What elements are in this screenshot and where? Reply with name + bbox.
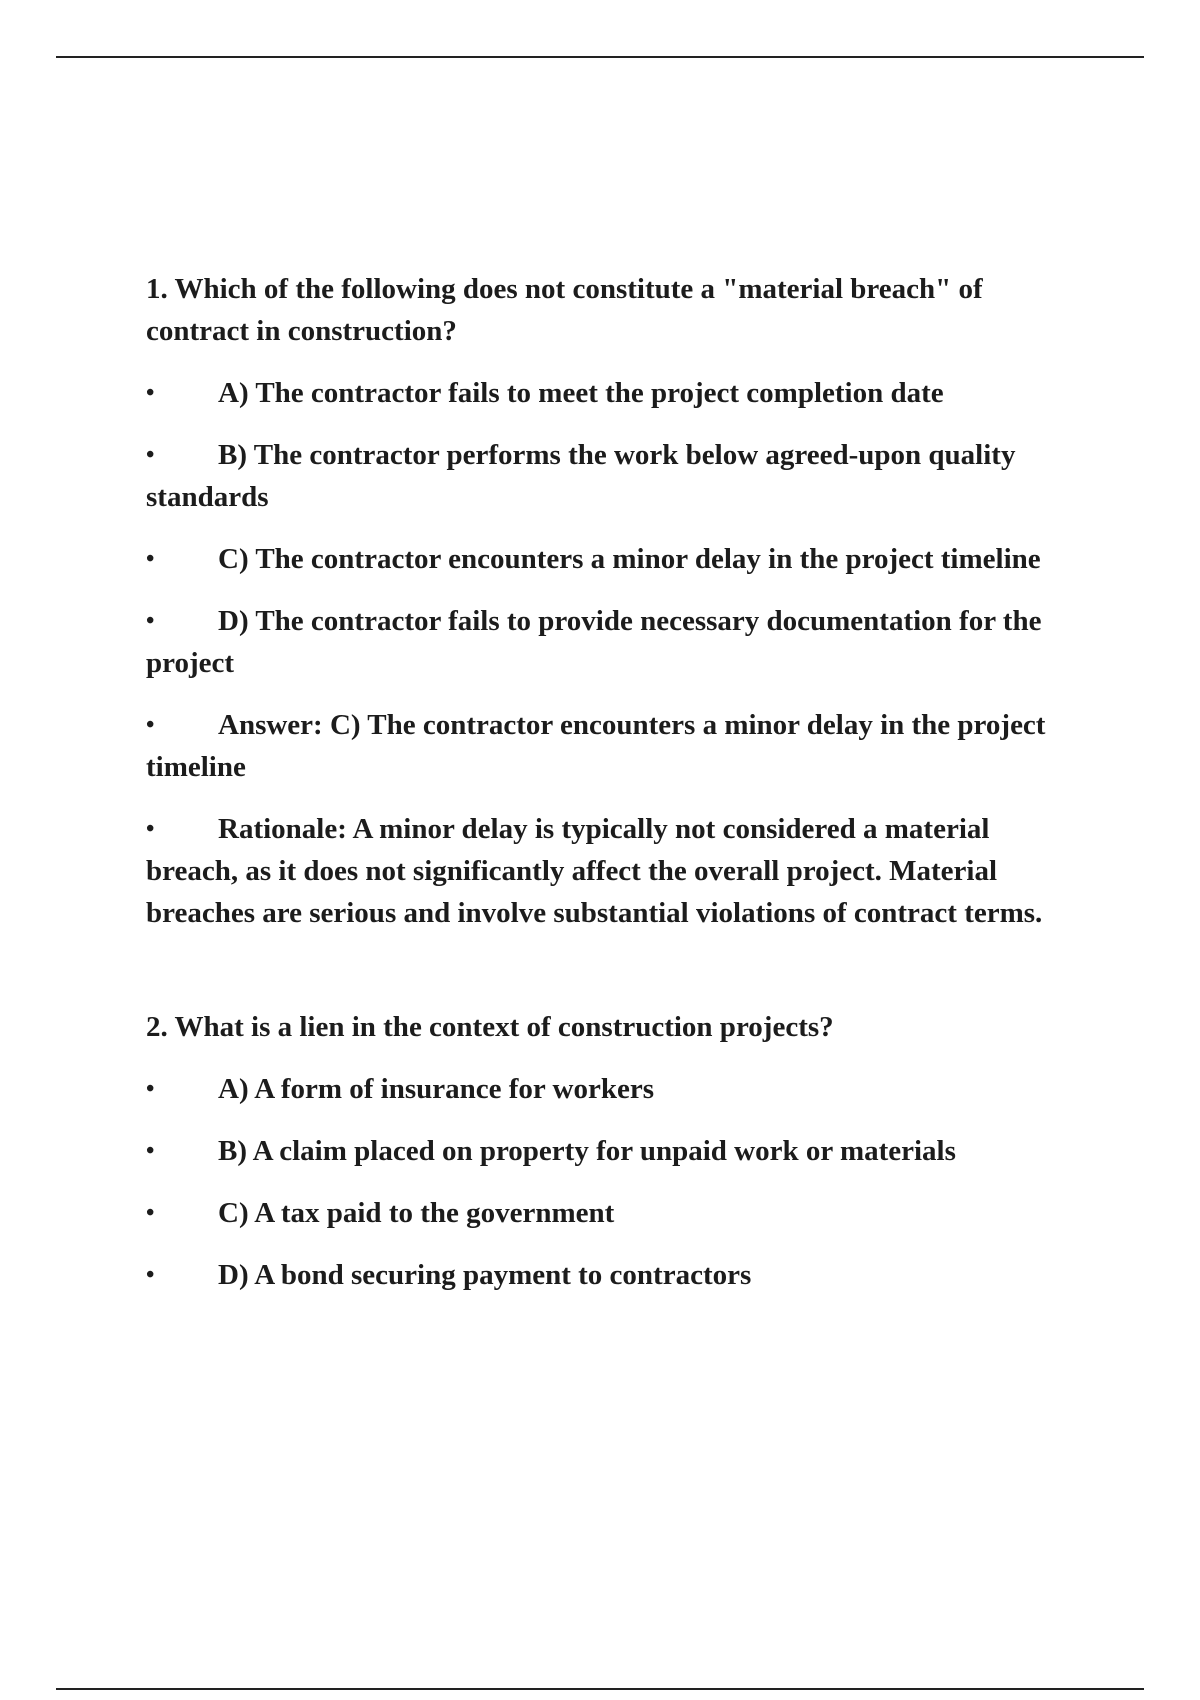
rationale-text: Rationale: A minor delay is typically not considered a material breach, as it does not significantly affect the overall project. Material breaches are serious and involve substantial violations of contract terms.	[146, 813, 1043, 929]
question-1	[146, 268, 1086, 934]
question-1-options	[146, 372, 1086, 934]
bullet-icon: •	[146, 1200, 155, 1226]
option-a-text: A) A form of insurance for workers	[218, 1073, 655, 1105]
bullet-icon: •	[146, 546, 155, 572]
option-b-text: B) A claim placed on property for unpaid work or materials	[218, 1135, 956, 1167]
top-rule	[56, 56, 1144, 58]
option-d	[146, 600, 1086, 684]
option-a	[146, 1068, 1086, 1110]
option-b	[146, 1130, 1086, 1172]
bullet-icon: •	[146, 442, 155, 468]
document-body	[146, 268, 1086, 1296]
option-d	[146, 1254, 1086, 1296]
option-d-text: D) A bond securing payment to contractors	[218, 1259, 752, 1291]
bottom-rule	[56, 1688, 1144, 1690]
option-a	[146, 372, 1086, 414]
option-a-text: A) The contractor fails to meet the project completion date	[218, 377, 944, 409]
bullet-icon: •	[146, 608, 155, 634]
bullet-icon: •	[146, 1076, 155, 1102]
option-d-text: D) The contractor fails to provide necessary documentation for the project	[146, 605, 1042, 679]
option-b	[146, 434, 1086, 518]
question-2-text: 2. What is a lien in the context of construction projects?	[146, 1011, 834, 1043]
answer	[146, 704, 1086, 788]
bullet-icon: •	[146, 1262, 155, 1288]
bullet-icon: •	[146, 816, 155, 842]
bullet-icon: •	[146, 380, 155, 406]
option-c	[146, 1192, 1086, 1234]
option-c-text: C) The contractor encounters a minor delay in the project timeline	[218, 543, 1041, 575]
bullet-icon: •	[146, 712, 155, 738]
rationale	[146, 808, 1086, 934]
option-b-text: B) The contractor performs the work below agreed-upon quality standards	[146, 439, 1016, 513]
question-2-options	[146, 1068, 1086, 1296]
answer-text: Answer: C) The contractor encounters a minor delay in the project timeline	[146, 709, 1046, 783]
question-2	[146, 1006, 1086, 1296]
option-c	[146, 538, 1086, 580]
question-1-text: 1. Which of the following does not constitute a "material breach" of contract in construction?	[146, 273, 983, 347]
bullet-icon: •	[146, 1138, 155, 1164]
option-c-text: C) A tax paid to the government	[218, 1197, 615, 1229]
